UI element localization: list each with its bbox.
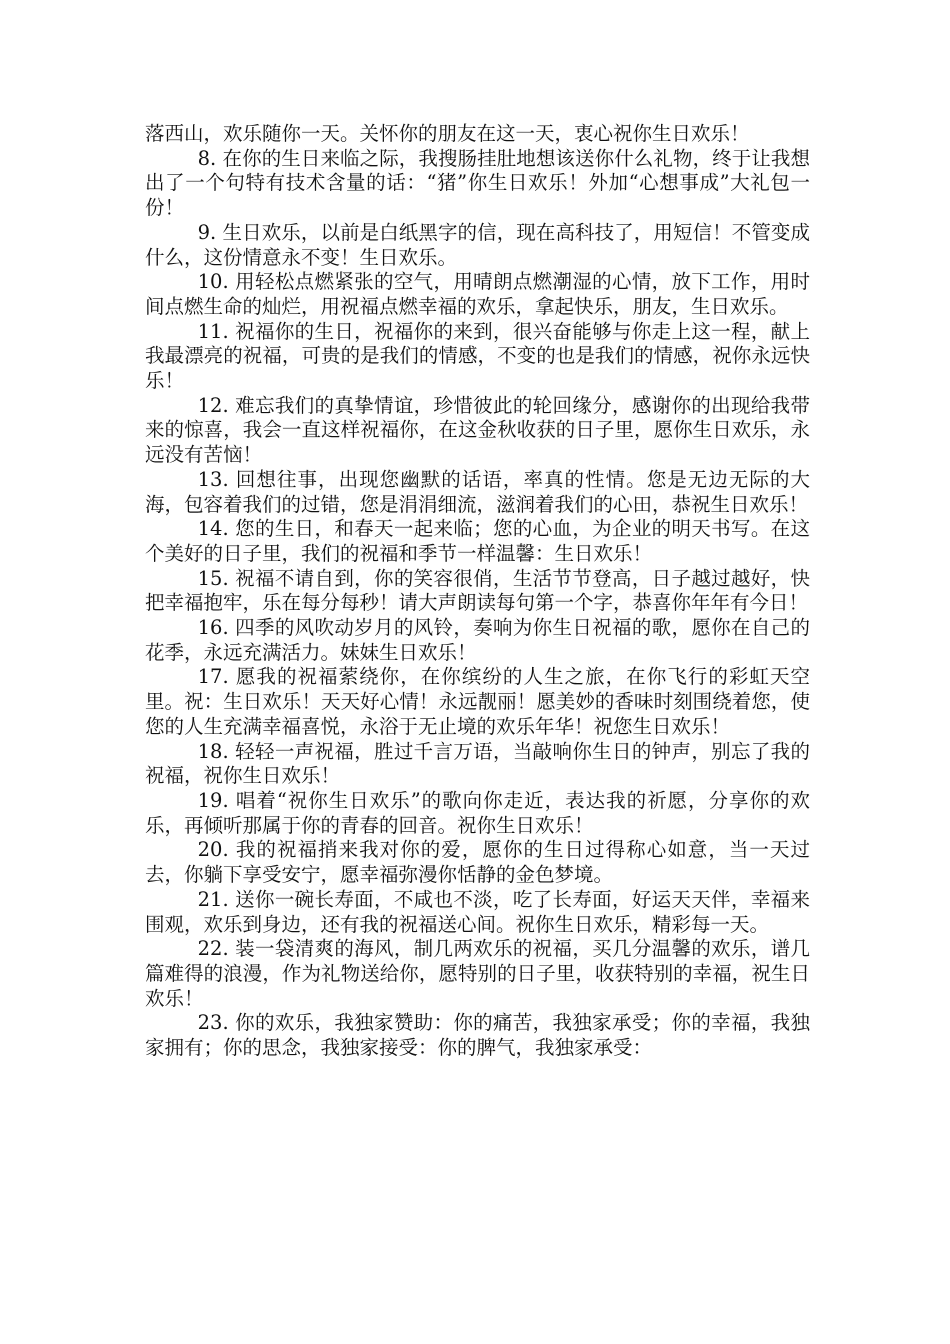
paragraph-11: 11. 祝福你的生日，祝福你的来到，很兴奋能够与你走上这一程，献上我最漂亮的祝福，可贵的是我们的情感，不变的也是我们的情感，祝你永远快乐！ bbox=[145, 319, 810, 393]
document-body bbox=[145, 122, 810, 1061]
paragraph-21: 21. 送你一碗长寿面，不咸也不淡，吃了长寿面，好运天天伴，幸福来围观，欢乐到身边，还有我的祝福送心间。祝你生日欢乐，精彩每一天。 bbox=[145, 887, 810, 936]
continuation-paragraph: 落西山，欢乐随你一天。关怀你的朋友在这一天，衷心祝你生日欢乐！ bbox=[145, 122, 750, 145]
paragraph-14: 14. 您的生日，和春天一起来临；您的心血，为企业的明天书写。在这个美好的日子里，我们的祝福和季节一样温馨：生日欢乐！ bbox=[145, 517, 810, 565]
paragraph-15: 15. 祝福不请自到，你的笑容很俏，生活节节登高，日子越过越好，快把幸福抱牢，乐在每分每秒！请大声朗读每句第一个字，恭喜你年年有今日！ bbox=[145, 566, 810, 615]
paragraph-17: 17. 愿我的祝福萦绕你，在你缤纷的人生之旅，在你飞行的彩虹天空里。祝：生日欢乐！天天好心情！永远靓丽！愿美妙的香味时刻围绕着您，使您的人生充满幸福喜悦，永浴于无止境的欢乐年华！祝您生日欢乐！ bbox=[145, 665, 810, 738]
paragraph-9: 9. 生日欢乐，以前是白纸黑字的信，现在高科技了，用短信！不管变成什么，这份情意永不变！生日欢乐。 bbox=[145, 220, 810, 269]
paragraph-12: 12. 难忘我们的真挚情谊，珍惜彼此的轮回缘分，感谢你的出现给我带来的惊喜，我会一直这样祝福你，在这金秋收获的日子里，愿你生日欢乐，永远没有苦恼！ bbox=[145, 393, 810, 467]
paragraph-8: 8. 在你的生日来临之际，我搜肠挂肚地想该送你什么礼物，终于让我想出了一个句特有技术含量的话：“猪”你生日欢乐！外加“心想事成”大礼包一份！ bbox=[145, 146, 810, 220]
paragraph-23: 23. 你的欢乐，我独家赞助：你的痛苦，我独家承受；你的幸福，我独家拥有；你的思念，我独家接受：你的脾气，我独家承受： bbox=[145, 1011, 810, 1060]
paragraph-19: 19. 唱着“祝你生日欢乐”的歌向你走近，表达我的祈愿，分享你的欢乐，再倾听那属于你的青春的回音。祝你生日欢乐！ bbox=[145, 788, 810, 837]
paragraph-13: 13. 回想往事，出现您幽默的话语，率真的性情。您是无边无际的大海，包容着我们的过错，您是涓涓细流，滋润着我们的心田，恭祝生日欢乐！ bbox=[145, 467, 810, 516]
paragraph-22: 22. 装一袋清爽的海风，制几两欢乐的祝福，买几分温馨的欢乐，谱几篇难得的浪漫，作为礼物送给你，愿特别的日子里，收获特别的幸福，祝生日欢乐！ bbox=[145, 937, 810, 1010]
paragraph-10: 10. 用轻松点燃紧张的空气，用晴朗点燃潮湿的心情，放下工作，用时间点燃生命的灿烂，用祝福点燃幸福的欢乐，拿起快乐，朋友，生日欢乐。 bbox=[145, 270, 810, 318]
paragraph-16: 16. 四季的风吹动岁月的风铃，奏响为你生日祝福的歌，愿你在自己的花季，永远充满活力。妹妹生日欢乐！ bbox=[145, 616, 810, 664]
paragraph-20: 20. 我的祝福捎来我对你的爱，愿你的生日过得称心如意，当一天过去，你躺下享受安宁，愿幸福弥漫你恬静的金色梦境。 bbox=[145, 838, 810, 887]
paragraph-18: 18. 轻轻一声祝福，胜过千言万语，当敲响你生日的钟声，别忘了我的祝福，祝你生日欢乐！ bbox=[145, 739, 810, 788]
